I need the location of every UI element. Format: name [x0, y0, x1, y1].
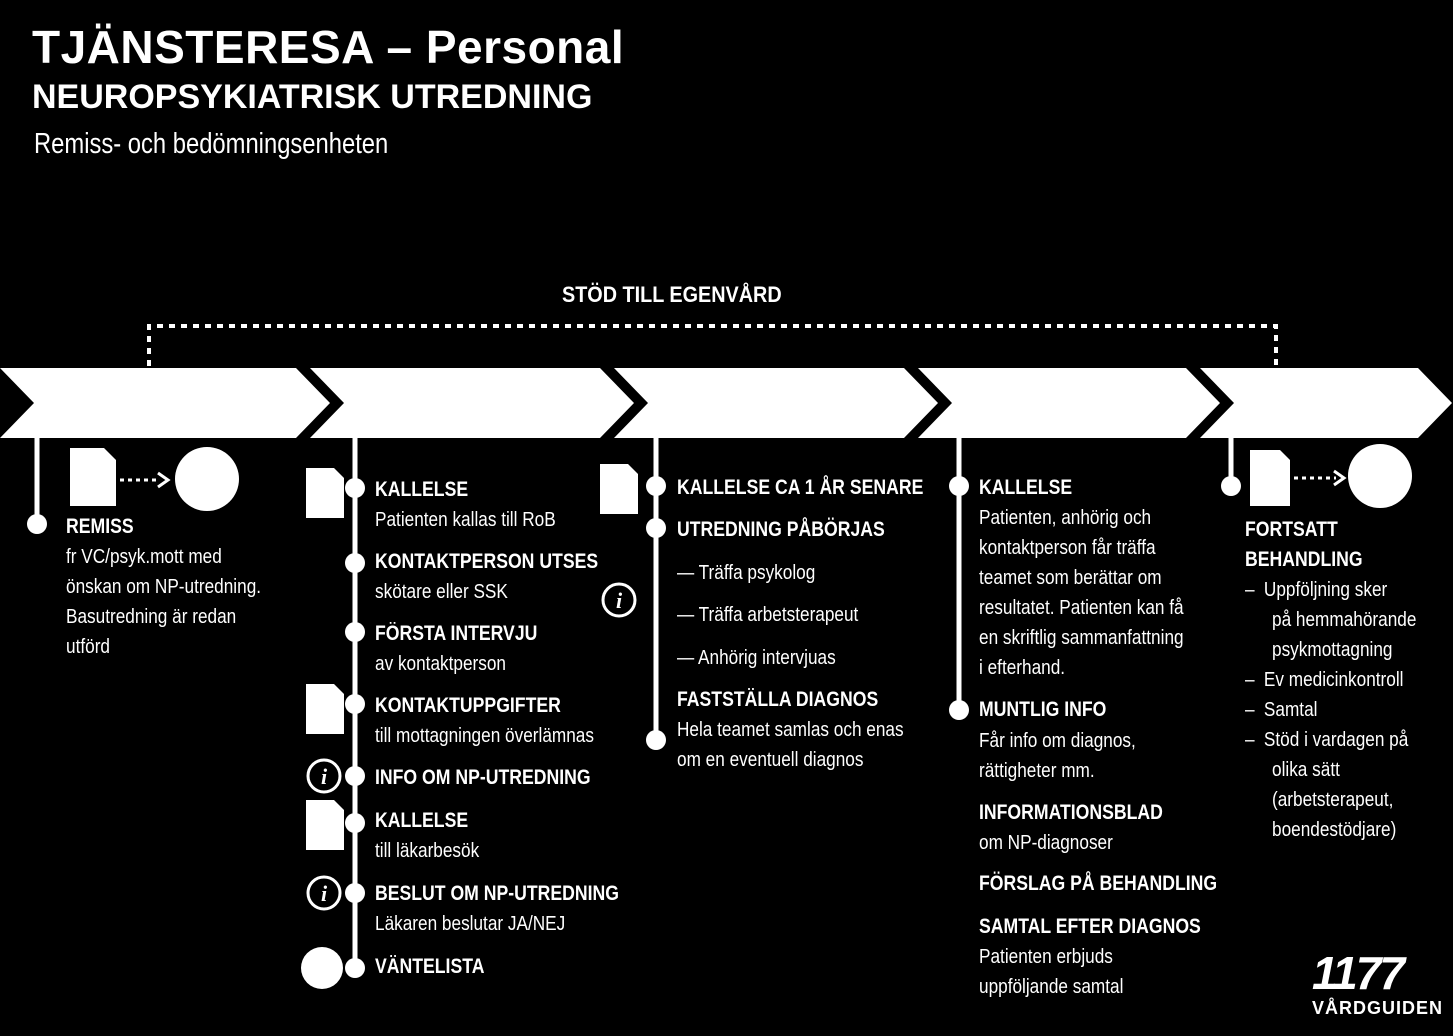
- timeline-dot: [27, 514, 47, 534]
- document-icon: [306, 468, 344, 518]
- stage2-step-heading: KONTAKTPERSON UTSES: [375, 550, 599, 573]
- stage5-heading: FORTSATT: [1245, 518, 1338, 541]
- document-icon: [1250, 450, 1290, 506]
- stage4-heading: INFORMATIONSBLAD: [979, 801, 1163, 824]
- self-care-bracket: [149, 326, 1276, 366]
- stage5-item-line: (arbetsterapeut,: [1272, 789, 1394, 811]
- info-icon: [308, 760, 340, 792]
- circle-icon: [175, 447, 239, 511]
- stage2-step-text: till mottagningen överlämnas: [375, 725, 594, 747]
- info-icon: [308, 877, 340, 909]
- stage3-item: — Träffa psykolog: [677, 562, 816, 584]
- stage5-item-line: på hemmahörande: [1272, 609, 1417, 631]
- stage2-step-text: skötare eller SSK: [375, 581, 508, 603]
- chevron-stage-4: [918, 368, 1220, 438]
- stage4-heading: KALLELSE: [979, 476, 1073, 499]
- stage4-line: uppföljande samtal: [979, 976, 1124, 998]
- stage4-line: resultatet. Patienten kan få: [979, 597, 1184, 619]
- document-icon: [306, 800, 344, 850]
- stage3-heading: FASTSTÄLLA DIAGNOS: [677, 688, 879, 711]
- stage1-line: önskan om NP-utredning.: [66, 576, 262, 598]
- stage4-heading: FÖRSLAG PÅ BEHANDLING: [979, 872, 1218, 895]
- stage2-step-heading: KALLELSE: [375, 809, 469, 832]
- stage3-line: Hela teamet samlas och enas: [677, 719, 904, 741]
- unit-name: Remiss- och bedömningsenheten: [34, 128, 389, 160]
- chevron-stage-5: [1200, 368, 1452, 438]
- page-subtitle: NEUROPSYKIATRISK UTREDNING: [32, 78, 593, 116]
- stage4-line: Får info om diagnos,: [979, 730, 1136, 752]
- stage2-step-text: Patienten kallas till RoB: [375, 509, 556, 531]
- stage5-item: – Uppföljning sker: [1245, 579, 1388, 601]
- self-care-band-label: STÖD TILL EGENVÅRD: [562, 282, 782, 307]
- stage1-line: fr VC/psyk.mott med: [66, 546, 222, 568]
- stage4-line: teamet som berättar om: [979, 567, 1162, 589]
- stage4-heading: MUNTLIG INFO: [979, 698, 1107, 721]
- document-icon: [600, 464, 638, 514]
- stage2-step-heading: KONTAKTUPPGIFTER: [375, 694, 561, 717]
- stage2-step-text: Läkaren beslutar JA/NEJ: [375, 913, 566, 935]
- document-icon: [306, 684, 344, 734]
- stage4-line: i efterhand.: [979, 657, 1066, 679]
- logo-number: 1177: [1312, 947, 1403, 999]
- circle-icon: [301, 947, 343, 989]
- stage4-line: Patienten erbjuds: [979, 946, 1113, 968]
- stage2-step-heading: FÖRSTA INTERVJU: [375, 622, 538, 645]
- stage3-heading: KALLELSE CA 1 ÅR SENARE: [677, 476, 924, 499]
- stage2-step-text: till läkarbesök: [375, 840, 480, 862]
- svg-text:i: i: [320, 764, 328, 789]
- stage2-step-heading: KALLELSE: [375, 478, 469, 501]
- stage5-item-line: boendestödjare): [1272, 819, 1397, 841]
- stage4-line: Patienten, anhörig och: [979, 507, 1152, 529]
- stage4-heading: SAMTAL EFTER DIAGNOS: [979, 915, 1201, 938]
- chevron-stage-2: [310, 368, 634, 438]
- chevron-stage-1: [0, 368, 330, 438]
- stage3-line: om en eventuell diagnos: [677, 749, 864, 771]
- stage3-item: — Anhörig intervjuas: [677, 647, 836, 669]
- stage2-step-heading: BESLUT OM NP-UTREDNING: [375, 882, 620, 905]
- stage3-heading: UTREDNING PÅBÖRJAS: [677, 518, 885, 541]
- page-title: TJÄNSTERESA – Personal: [32, 21, 625, 73]
- svg-text:i: i: [615, 588, 623, 613]
- document-icon: [70, 448, 116, 506]
- logo-name: VÅRDGUIDEN: [1312, 998, 1444, 1018]
- stage3-item: — Träffa arbetsterapeut: [677, 604, 859, 626]
- stage1-heading: REMISS: [66, 515, 134, 538]
- stage5-item-line: olika sätt: [1272, 759, 1340, 781]
- circle-icon: [1348, 444, 1412, 508]
- chevron-stage-3: [614, 368, 938, 438]
- stage5-item: – Ev medicinkontroll: [1245, 669, 1404, 691]
- stage2-step-text: av kontaktperson: [375, 653, 507, 675]
- stage1-line: Basutredning är redan: [66, 606, 237, 628]
- stage4-line: rättigheter mm.: [979, 760, 1095, 782]
- stage5-item: – Samtal: [1245, 699, 1318, 721]
- stage2-step-heading: VÄNTELISTA: [375, 955, 485, 978]
- stage2-step-heading: INFO OM NP-UTREDNING: [375, 766, 591, 789]
- svg-text:i: i: [320, 881, 328, 906]
- info-icon: [603, 584, 635, 616]
- stage5-heading: BEHANDLING: [1245, 548, 1363, 571]
- stage5-item-line: psykmottagning: [1272, 639, 1393, 661]
- stage5-item: – Stöd i vardagen på: [1245, 729, 1409, 751]
- stage4-line: en skriftlig sammanfattning: [979, 627, 1184, 649]
- stage1-line: utförd: [66, 636, 110, 658]
- stage4-line: om NP-diagnoser: [979, 832, 1113, 854]
- stage4-line: kontaktperson får träffa: [979, 537, 1156, 559]
